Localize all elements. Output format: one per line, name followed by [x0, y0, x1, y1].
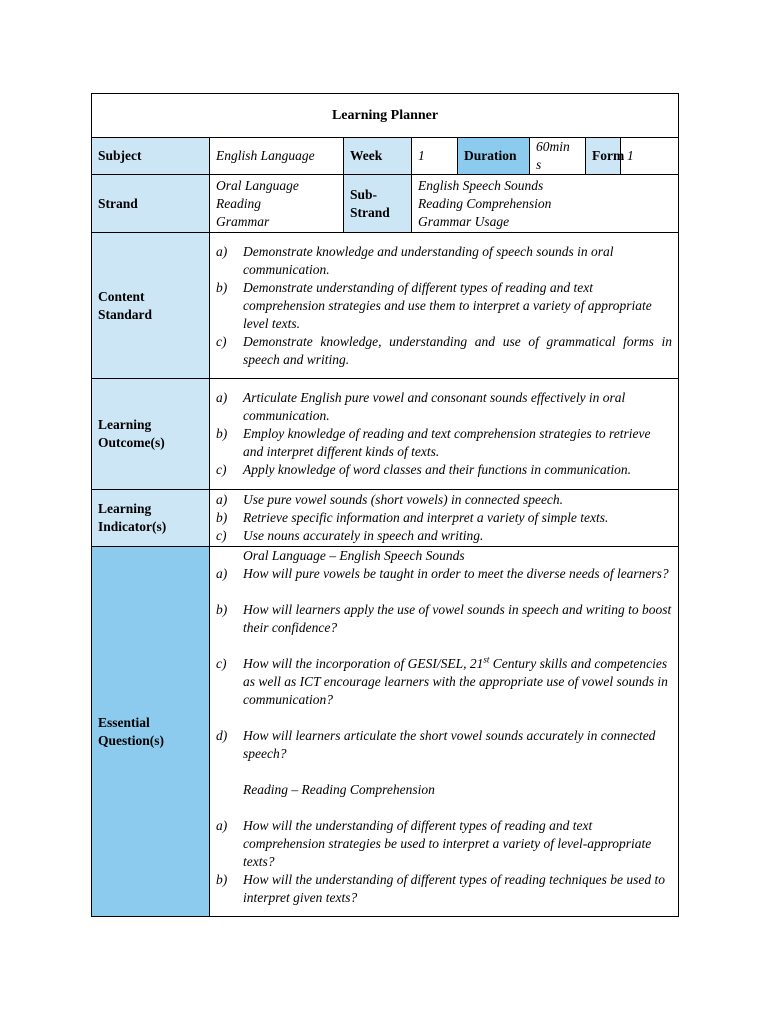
list-text: Articulate English pure vowel and consonant sounds effectively in oral communication. — [243, 390, 626, 423]
duration-value-line2: s — [536, 157, 542, 172]
substrand-label-line2: Strand — [350, 204, 390, 220]
list-text: How will the understanding of different types of reading techniques be used to interpret given texts? — [243, 872, 665, 905]
list-item — [216, 425, 672, 461]
list-item — [216, 509, 672, 527]
substrand-value-2: Reading Comprehension — [418, 195, 552, 211]
list-marker: b) — [216, 872, 228, 887]
duration-label: Duration — [458, 138, 530, 175]
list-text: Use pure vowel sounds (short vowels) in connected speech. — [243, 492, 564, 507]
list-item — [216, 527, 672, 545]
subject-row — [92, 138, 679, 175]
essential-questions-label-line2: Question(s) — [98, 732, 165, 748]
substrand-label — [344, 175, 412, 233]
learning-outcomes-label — [92, 379, 210, 490]
duration-value-line1: 60min — [536, 139, 570, 154]
learning-outcomes-label-line1: Learning — [98, 417, 152, 432]
list-marker: b) — [216, 279, 228, 295]
essential-questions-row — [92, 547, 679, 917]
duration-value — [530, 138, 586, 175]
list-text: How will the understanding of different types of reading and text comprehension strategies be used to interpret a variety of level-appropriate texts? — [243, 818, 652, 869]
essential-questions-list — [210, 547, 679, 917]
form-label: Form — [586, 138, 621, 175]
week-label: Week — [344, 138, 412, 175]
list-text: Retrieve specific information and interpret a variety of simple texts. — [243, 510, 609, 525]
subject-value: English Language — [210, 138, 344, 175]
list-marker: a) — [216, 818, 228, 833]
learning-indicators-label-line1: Learning — [98, 501, 152, 516]
list-text: Employ knowledge of reading and text comprehension strategies to retrieve and interpret different kinds of texts. — [243, 426, 651, 459]
list-item — [216, 655, 672, 709]
list-text: How will learners apply the use of vowel sounds in speech and writing to boost their confidence? — [243, 602, 672, 635]
list-marker: c) — [216, 333, 227, 349]
oral-language-heading: Oral Language – English Speech Sounds — [243, 548, 465, 563]
list-text: Demonstrate knowledge, understanding and use of grammatical forms in speech and writing. — [243, 333, 673, 367]
strand-value-3: Grammar — [216, 213, 270, 229]
strand-value-2: Reading — [216, 195, 261, 211]
list-text: Demonstrate knowledge and understanding of speech sounds in oral communication. — [243, 243, 614, 277]
list-item — [216, 279, 672, 333]
learning-outcomes-row — [92, 379, 679, 490]
list-text: How will learners articulate the short vowel sounds accurately in connected speech? — [243, 728, 656, 761]
list-marker: d) — [216, 728, 228, 743]
essential-questions-label — [92, 547, 210, 917]
list-marker: b) — [216, 510, 228, 525]
substrand-label-line1: Sub- — [350, 186, 378, 202]
learning-outcomes-list — [210, 379, 679, 490]
strand-value-1: Oral Language — [216, 177, 299, 193]
form-value: 1 — [621, 138, 679, 175]
list-item — [216, 601, 672, 637]
list-item — [216, 871, 672, 907]
list-text: Century skills and competencies as well as ICT encourage learners with the appropriate use of vowel sounds in communication? — [243, 656, 668, 707]
list-item — [216, 333, 672, 369]
content-standard-label-line1: Content — [98, 288, 145, 304]
list-marker: b) — [216, 426, 228, 441]
learning-outcomes-label-line2: Outcome(s) — [98, 435, 165, 450]
list-marker: c) — [216, 462, 227, 477]
list-marker: a) — [216, 566, 228, 581]
list-item — [216, 461, 672, 479]
list-item — [216, 243, 672, 279]
content-standard-label-line2: Standard — [98, 306, 153, 322]
learning-indicators-row — [92, 490, 679, 547]
strand-row — [92, 175, 679, 233]
list-item — [216, 727, 672, 763]
subject-label: Subject — [92, 138, 210, 175]
list-text: How will pure vowels be taught in order to meet the diverse needs of learners? — [243, 566, 669, 581]
week-value: 1 — [412, 138, 458, 175]
content-standard-label — [92, 233, 210, 379]
list-marker: a) — [216, 492, 228, 507]
list-item — [216, 817, 672, 871]
substrand-values — [412, 175, 679, 233]
list-marker: c) — [216, 656, 227, 671]
list-item — [216, 491, 672, 509]
list-item — [216, 389, 672, 425]
list-item — [216, 565, 672, 583]
list-text: How will the incorporation of GESI/SEL, 21 — [243, 656, 484, 671]
learning-planner-table — [91, 93, 679, 917]
substrand-value-3: Grammar Usage — [418, 213, 510, 229]
learning-indicators-list — [210, 490, 679, 547]
content-standard-list — [210, 233, 679, 379]
list-text: Apply knowledge of word classes and their functions in communication. — [243, 462, 631, 477]
list-marker: a) — [216, 243, 228, 259]
list-marker: b) — [216, 602, 228, 617]
learning-indicators-label-line2: Indicator(s) — [98, 519, 167, 534]
superscript: st — [483, 654, 490, 665]
substrand-value-1: English Speech Sounds — [418, 177, 544, 193]
content-standard-row — [92, 233, 679, 379]
reading-heading: Reading – Reading Comprehension — [243, 782, 435, 797]
planner-title: Learning Planner — [92, 94, 679, 138]
title-row — [92, 94, 679, 138]
strand-label: Strand — [92, 175, 210, 233]
learning-indicators-label — [92, 490, 210, 547]
list-text: Demonstrate understanding of different types of reading and text comprehension strategies and use them to interpret a variety of appropriate level texts. — [243, 279, 652, 331]
list-marker: c) — [216, 528, 227, 543]
list-text: Use nouns accurately in speech and writing. — [243, 528, 484, 543]
list-marker: a) — [216, 390, 228, 405]
essential-questions-label-line1: Essential — [98, 714, 150, 730]
strand-values — [210, 175, 344, 233]
